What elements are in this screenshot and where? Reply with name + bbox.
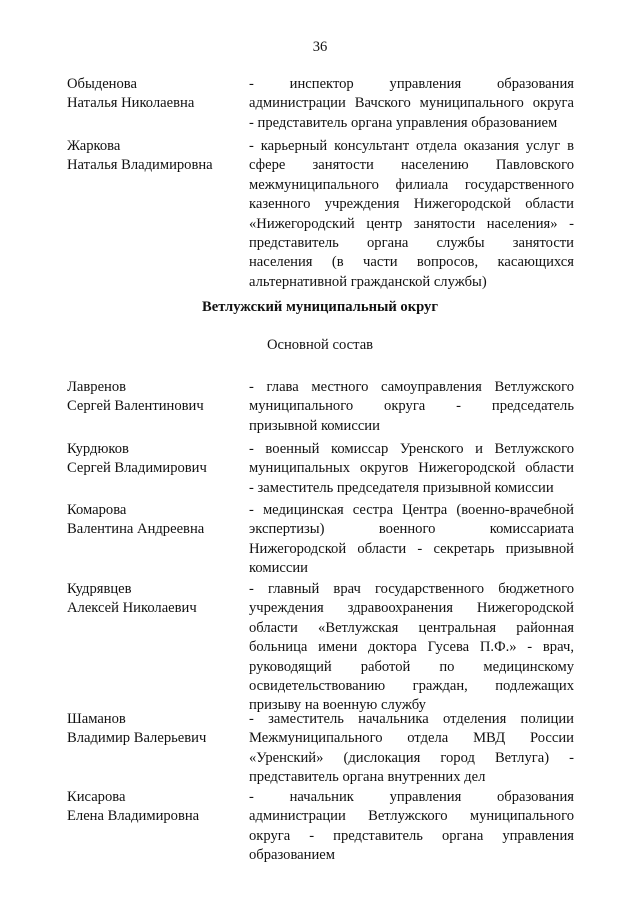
role-line: призыву на военную службу — [249, 697, 426, 714]
role-line: - представитель органа управления образованием — [249, 114, 558, 131]
member-given-names: Сергей Валентинович — [67, 398, 204, 415]
role-line: области «Ветлужская центральная районная — [249, 619, 574, 636]
member-given-names: Наталья Владимировна — [67, 157, 213, 174]
member-name — [67, 710, 247, 749]
member-name — [67, 378, 247, 417]
member-given-names: Сергей Владимирович — [67, 460, 207, 477]
member-surname: Жаркова — [67, 138, 121, 154]
role-line: учреждения здравоохранения Нижегородской — [249, 600, 574, 617]
member-role — [249, 440, 574, 498]
role-line: - военный комиссар Уренского и Ветлужского — [249, 441, 574, 457]
role-line: Межмуниципального отдела МВД России — [249, 730, 574, 747]
member-name — [67, 580, 247, 619]
member-role — [249, 580, 574, 716]
member-surname: Комарова — [67, 502, 127, 518]
role-line: администрации Вачского муниципального округа — [249, 95, 574, 112]
member-role — [249, 788, 574, 866]
role-line: Нижегородской области - секретарь призывной — [249, 540, 574, 557]
member-name — [67, 501, 247, 540]
member-surname: Шаманов — [67, 711, 126, 727]
role-line: образованием — [249, 847, 335, 864]
member-role — [249, 75, 574, 133]
member-given-names: Елена Владимировна — [67, 808, 200, 825]
role-line: округа - представитель органа управления — [249, 827, 574, 844]
member-given-names: Алексей Николаевич — [67, 600, 197, 617]
member-name — [67, 75, 247, 114]
member-role — [249, 501, 574, 579]
member-surname: Кудрявцев — [67, 581, 132, 597]
member-role — [249, 378, 574, 436]
role-line: альтернативной гражданской службы) — [249, 273, 487, 290]
role-line: - заместитель председателя призывной комиссии — [249, 479, 554, 496]
role-line: - глава местного самоуправления Ветлужского — [249, 379, 574, 395]
section-heading: Ветлужский муниципальный округ — [201, 299, 438, 315]
role-line: представитель органа внутренних дел — [249, 769, 486, 786]
member-surname: Курдюков — [67, 441, 129, 457]
section-subheading: Основной состав — [266, 337, 374, 353]
page-number: 36 — [312, 39, 328, 55]
role-line: казенного учреждения Нижегородской области — [249, 196, 574, 213]
member-name — [67, 440, 247, 479]
role-line: освидетельствованию граждан, подлежащих — [249, 677, 574, 694]
member-given-names: Владимир Валерьевич — [67, 730, 207, 747]
member-role — [249, 710, 574, 788]
role-line: населения (в части вопросов, касающихся — [249, 254, 574, 271]
role-line: представитель органа службы занятости — [249, 234, 574, 251]
role-line: призывной комиссии — [249, 417, 380, 434]
role-line: муниципальных округов Нижегородской области — [249, 460, 574, 477]
member-surname: Кисарова — [67, 789, 126, 805]
role-line: муниципального округа - председатель — [249, 398, 574, 415]
role-line: больница имени доктора Гусева П.Ф.» - врач, — [249, 639, 574, 656]
role-line: - карьерный консультант отдела оказания услуг в — [249, 138, 574, 154]
role-line: - начальник управления образования — [249, 789, 574, 805]
role-line: администрации Ветлужского муниципального — [249, 808, 574, 825]
member-name — [67, 137, 247, 176]
role-line: - инспектор управления образования — [249, 76, 574, 92]
role-line: комиссии — [249, 560, 308, 577]
role-line: - заместитель начальника отделения полиции — [249, 711, 574, 727]
role-line: - медицинская сестра Центра (военно-врачебной — [249, 502, 574, 518]
role-line: «Уренский» (дислокация город Ветлуга) - — [249, 749, 574, 766]
role-line: экспертизы) военного комиссариата — [249, 521, 574, 538]
member-given-names: Валентина Андреевна — [67, 521, 205, 538]
member-surname: Лавренов — [67, 379, 127, 395]
member-name — [67, 788, 247, 827]
role-line: межмуниципального филиала государственного — [249, 176, 574, 193]
role-line: - главный врач государственного бюджетного — [249, 581, 574, 597]
role-line: «Нижегородский центр занятости населения» - — [249, 215, 574, 232]
member-given-names: Наталья Николаевна — [67, 95, 195, 112]
role-line: руководящий работой по медицинскому — [249, 658, 574, 675]
role-line: сфере занятости населению Павловского — [249, 157, 574, 174]
member-role — [249, 137, 574, 292]
member-surname: Обыденова — [67, 76, 137, 92]
